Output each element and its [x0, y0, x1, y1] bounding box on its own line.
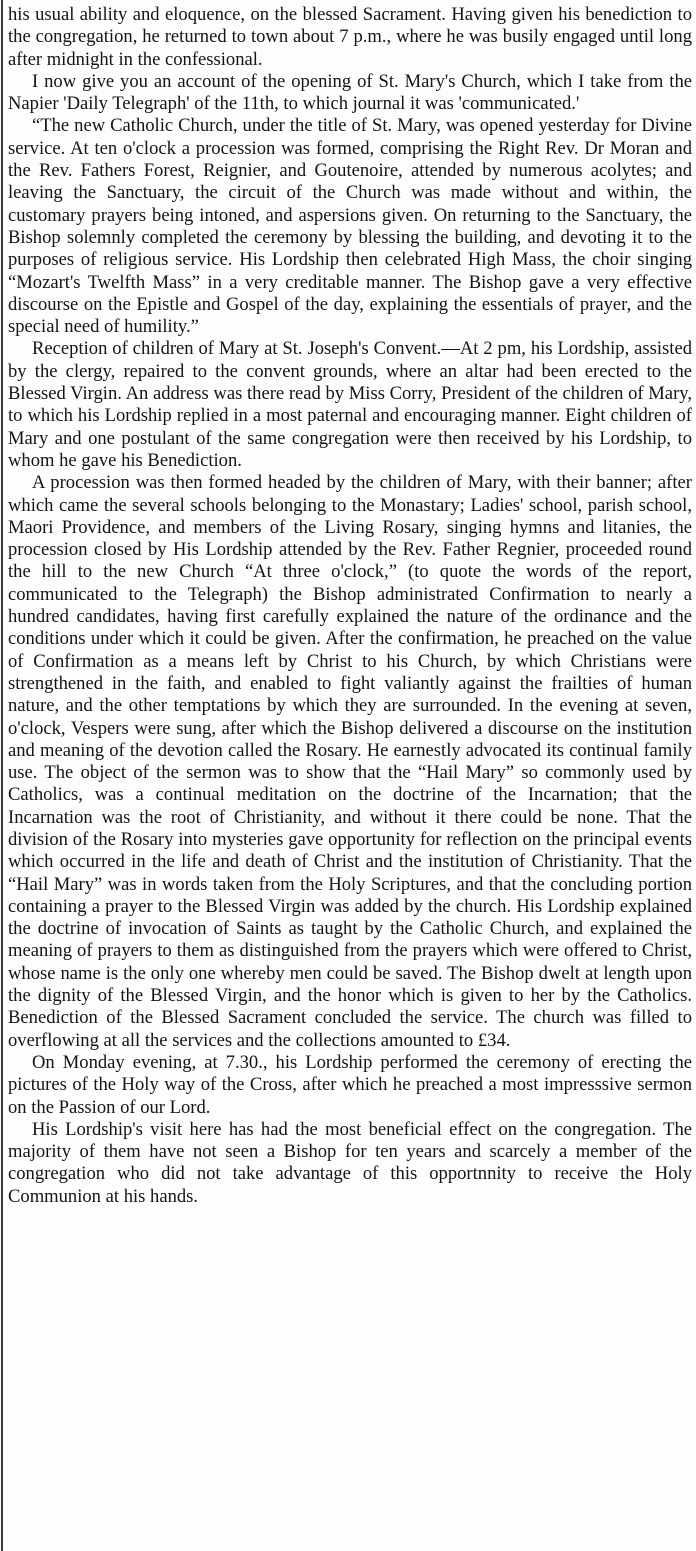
paragraph-monday-evening: On Monday evening, at 7.30., his Lordship performed the ceremony of erecting the pictures of the Holy way of the Cross, after which he preached a most impresssive sermon on the Passion of our Lord.: [8, 1051, 692, 1118]
paragraph-church-opening-intro: I now give you an account of the opening of St. Mary's Church, which I take from the Napier 'Daily Telegraph' of the 11th, to which journal it was 'communicated.': [8, 70, 692, 115]
paragraph-continuation: his usual ability and eloquence, on the blessed Sacrament. Having given his benediction to the congregation, he returned to town about 7 p.m., where he was busily engaged until long after midnight in the confessional.: [8, 4, 692, 70]
paragraph-telegraph-quote: “The new Catholic Church, under the title of St. Mary, was opened yesterday for Divine service. At ten o'clock a procession was formed, comprising the Right Rev. Dr Moran and the Rev. Fathers Forest, Reignier, and Goutenoire, attended by numerous acolytes; and leaving the Sanctuary, the circuit of the Church was made without and within, the customary prayers being intoned, and aspersions given. On returning to the Sanctuary, the Bishop solemnly completed the ceremony by blessing the building, and devoting it to the purposes of religious service. His Lordship then celebrated High Mass, the choir singing “Mozart's Twelfth Mass” in a very creditable manner. The Bishop gave a very effective discourse on the Epistle and Gospel of the day, explaining the essentials of prayer, and the special need of humility.”: [8, 115, 692, 338]
paragraph-convent-reception: Reception of children of Mary at St. Joseph's Convent.—At 2 pm, his Lordship, assisted by the clergy, repaired to the convent grounds, where an altar had been erected to the Blessed Virgin. An address was there read by Miss Corry, President of the children of Mary, to which his Lordship replied in a most paternal and encouraging manner. Eight children of Mary and one postulant of the same congregation were then received by his Lordship, to whom he gave his Benediction.: [8, 338, 692, 471]
paragraph-procession-confirmation: A procession was then formed headed by the children of Mary, with their banner; after which came the several schools belonging to the Monastary; Ladies' school, parish school, Maori Providence, and members of the Living Rosary, singing hymns and litanies, the procession closed by His Lordship attended by the Rev. Father Regnier, proceeded round the hill to the new Church “At three o'clock,” (to quote the words of the report, communicated to the Telegraph) the Bishop administrated Confirmation to nearly a hundred candidates, having first carefully explained the nature of the ordinance and the conditions under which it could be given. After the confirmation, he preached on the value of Confirmation as a means left by Christ to his Church, by which Christians were strengthened in the faith, and enabled to fight valiantly against the frailties of human nature, and the other temptations by which they are surrounded. In the evening at seven, o'clock, Vespers were sung, after which the Bishop delivered a discourse on the institution and meaning of the devotion called the Rosary. He earnestly advocated its continual family use. The object of the sermon was to show that the “Hail Mary” so commonly used by Catholics, was a continual meditation on the doctrine of the Incarnation; that the Incarnation was the root of Christianity, and without it there could be none. That the division of the Rosary into mysteries gave opportunity for reflection on the principal events which occurred in the life and death of Christ and the institution of Christianity. That the “Hail Mary” was in words taken from the Holy Scriptures, and that the concluding portion containing a prayer to the Blessed Virgin was added by the church. His Lordship explained the doctrine of invocation of Saints as taught by the Catholic Church, and explained the meaning of prayers to them as distinguished from the prayers which were offered to Christ, whose name is the only one whereby men could be saved. The Bishop dwelt at length upon the dignity of the Blessed Virgin, and the honor which is given to her by the Catholics. Benediction of the Blessed Sacrament concluded the service. The church was filled to overflowing at all the services and the collections amounted to £34.: [8, 472, 692, 1051]
column-rule: [1, 0, 3, 1551]
paragraph-visit-effect: His Lordship's visit here has had the most beneficial effect on the congregation. The majority of them have not seen a Bishop for ten years and scarcely a member of the congregation who did not take advantage of this opportnnity to receive the Holy Communion at his hands.: [8, 1118, 692, 1207]
